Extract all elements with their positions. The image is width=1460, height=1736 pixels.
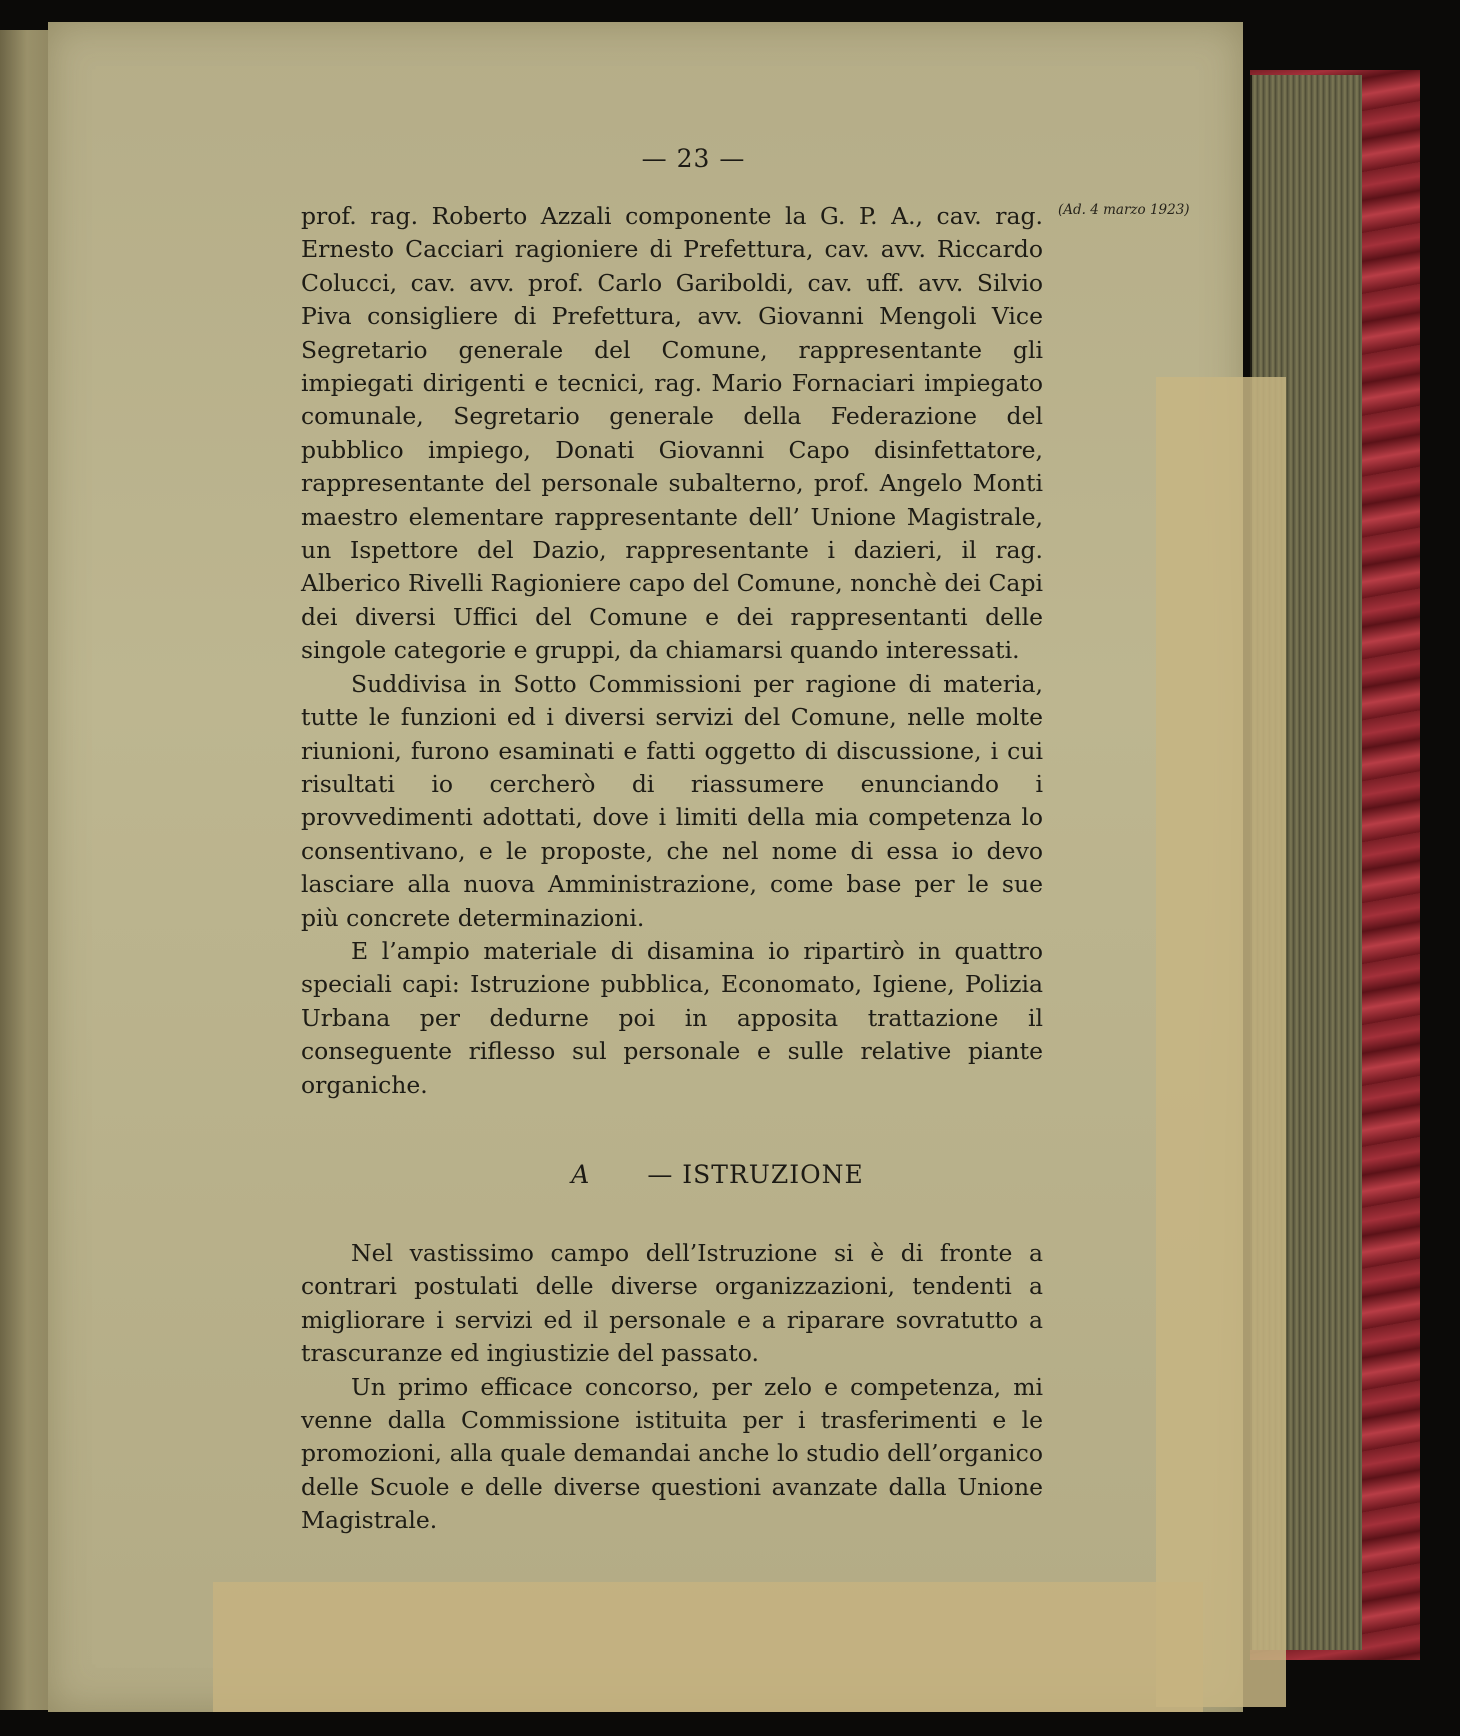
page-number (48, 144, 1243, 173)
section-body (301, 1237, 1043, 1538)
pasted-slip-right (1156, 377, 1286, 1707)
section-paragraph-2: Un primo efficace concorso, per zelo e competenza, mi venne dalla Commissione istituita per i trasferimenti e le promozioni, alla quale demandai anche lo studio dell’organico delle Scuole e delle diverse questioni avanzate dalla Unione Magistrale. (301, 1372, 1043, 1535)
section-dash: — (647, 1160, 674, 1189)
paragraph-1: prof. rag. Roberto Azzali componente la G. P. A., cav. rag. Ernesto Cacciari ragioniere di Prefettura, cav. avv. Riccardo Colucci, cav. avv. prof. Carlo Gariboldi, cav. uff. avv. Silvio Piva consigliere di Prefettura, avv. Giovanni Mengoli Vice Segretario generale del Comune, rappresentante gli impiegati dirigenti e tecnici, rag. Mario Fornaciari impiegato comunale, Segretario generale della Federazione del pubblico impiego, Donati Giovanni Capo disinfettatore, rappresentante del personale subalterno, prof. Angelo Monti maestro elementare rappresentante dell’ Unione Magistrale, un Ispettore del Dazio, rappresentante i dazieri, il rag. Alberico Rivelli Ragioniere capo del Comune, nonchè dei Capi dei diversi Uffici del Comune e dei rappresentanti delle singole categorie e gruppi, da chiamarsi quando interessati. (301, 202, 1043, 665)
section-heading (48, 1160, 1243, 1189)
margin-note: (Ad. 4 marzo 1923) (1058, 202, 1190, 218)
paragraph-2: Suddivisa in Sotto Commissioni per ragione di materia, tutte le funzioni ed i diversi servizi del Comune, nelle molte riunioni, furono esaminati e fatti oggetto di discussione, i cui risultati io cercherò di riassumere enunciando i provvedimenti adottati, dove i limiti della mia competenza lo consentivano, e le proposte, che nel nome di essa io devo lasciare alla nuova Amministrazione, come base per le sue più concrete determinazioni. (301, 669, 1043, 932)
section-paragraph-1: Nel vastissimo campo dell’Istruzione si è di fronte a contrari postulati delle diverse organizzazioni, tendenti a migliorare i servizi ed il personale e a riparare sovratutto a trascuranze ed ingiustizie del passato. (301, 1239, 1043, 1368)
pasted-slip-bottom (213, 1582, 1203, 1712)
book-page (48, 22, 1243, 1712)
section-title: ISTRUZIONE (682, 1160, 864, 1189)
paragraph-3: E l’ampio materiale di disamina io ripartirò in quattro speciali capi: Istruzione pubblica, Economato, Igiene, Polizia Urbana per dedurne poi in apposita trattazione il conseguente riflesso sul personale e sulle relative piante organiche. (301, 936, 1043, 1099)
page-number-label: — 23 — (641, 144, 746, 173)
body-text (301, 200, 1043, 1102)
section-letter: A (571, 1160, 591, 1189)
